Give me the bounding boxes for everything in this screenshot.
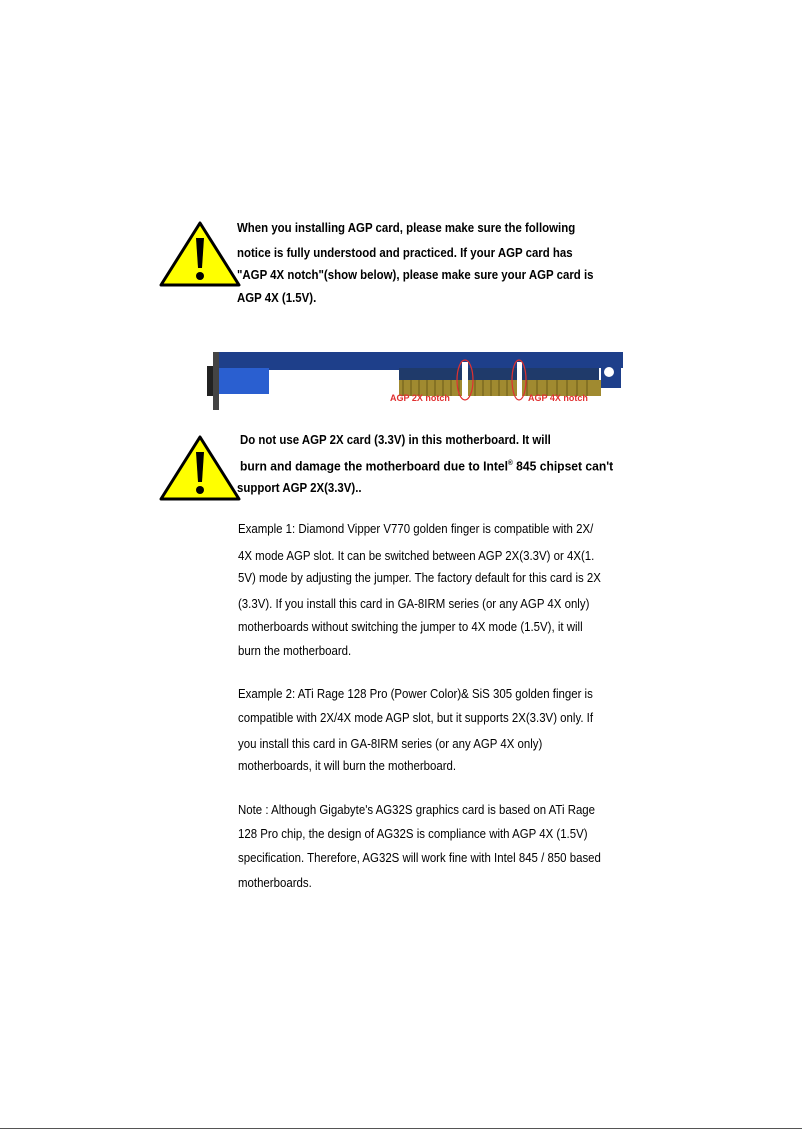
warning-1-line: AGP 4X (1.5V). bbox=[237, 290, 317, 305]
warning-2-line-part: 845 chipset can't bbox=[512, 458, 614, 474]
paragraph-line: motherboards, it will burn the motherboard. bbox=[238, 758, 457, 773]
warning-triangle-icon bbox=[158, 434, 242, 502]
paragraph-line: (3.3V). If you install this card in GA-8IRM series (or any AGP 4X only) bbox=[238, 596, 590, 611]
page-bottom-rule bbox=[0, 1128, 802, 1129]
warning-1-line: notice is fully understood and practiced. If your AGP card has bbox=[237, 245, 573, 260]
paragraph-line: Example 1: Diamond Vipper V770 golden finger is compatible with 2X/ bbox=[238, 521, 594, 536]
agp-card-figure bbox=[207, 352, 623, 410]
paragraph-line: 128 Pro chip, the design of AG32S is compliance with AGP 4X (1.5V) bbox=[238, 826, 588, 841]
warning-1-line: "AGP 4X notch"(show below), please make sure your AGP card is bbox=[237, 267, 594, 282]
paragraph-line: compatible with 2X/4X mode AGP slot, but it supports 2X(3.3V) only. If bbox=[238, 710, 594, 725]
paragraph-line: Note : Although Gigabyte's AG32S graphics card is based on ATi Rage bbox=[238, 802, 596, 817]
paragraph-line: Example 2: ATi Rage 128 Pro (Power Color)& SiS 305 golden finger is bbox=[238, 686, 593, 701]
paragraph-line: specification. Therefore, AG32S will work fine with Intel 845 / 850 based bbox=[238, 850, 601, 865]
paragraph-line: you install this card in GA-8IRM series (or any AGP 4X only) bbox=[238, 736, 543, 751]
warning-triangle-icon bbox=[158, 220, 242, 288]
warning-2-line-part: burn and damage the motherboard due to Intel bbox=[240, 458, 509, 474]
paragraph-line: motherboards without switching the jumper to 4X mode (1.5V), it will bbox=[238, 619, 583, 634]
agp-2x-notch-label: AGP 2X notch bbox=[390, 393, 450, 403]
agp-4x-notch-label: AGP 4X notch bbox=[528, 393, 588, 403]
warning-2-line: Do not use AGP 2X card (3.3V) in this motherboard. It will bbox=[240, 432, 551, 447]
paragraph-line: motherboards. bbox=[238, 875, 312, 890]
registered-mark: ® bbox=[508, 460, 513, 467]
warning-2-line: support AGP 2X(3.3V).. bbox=[237, 480, 362, 495]
warning-2-line bbox=[240, 456, 613, 474]
paragraph-line: 5V) mode by adjusting the jumper. The factory default for this card is 2X bbox=[238, 570, 601, 585]
paragraph-line: burn the motherboard. bbox=[238, 643, 352, 658]
warning-1-line: When you installing AGP card, please make sure the following bbox=[237, 220, 576, 235]
paragraph-line: 4X mode AGP slot. It can be switched between AGP 2X(3.3V) or 4X(1. bbox=[238, 548, 595, 563]
